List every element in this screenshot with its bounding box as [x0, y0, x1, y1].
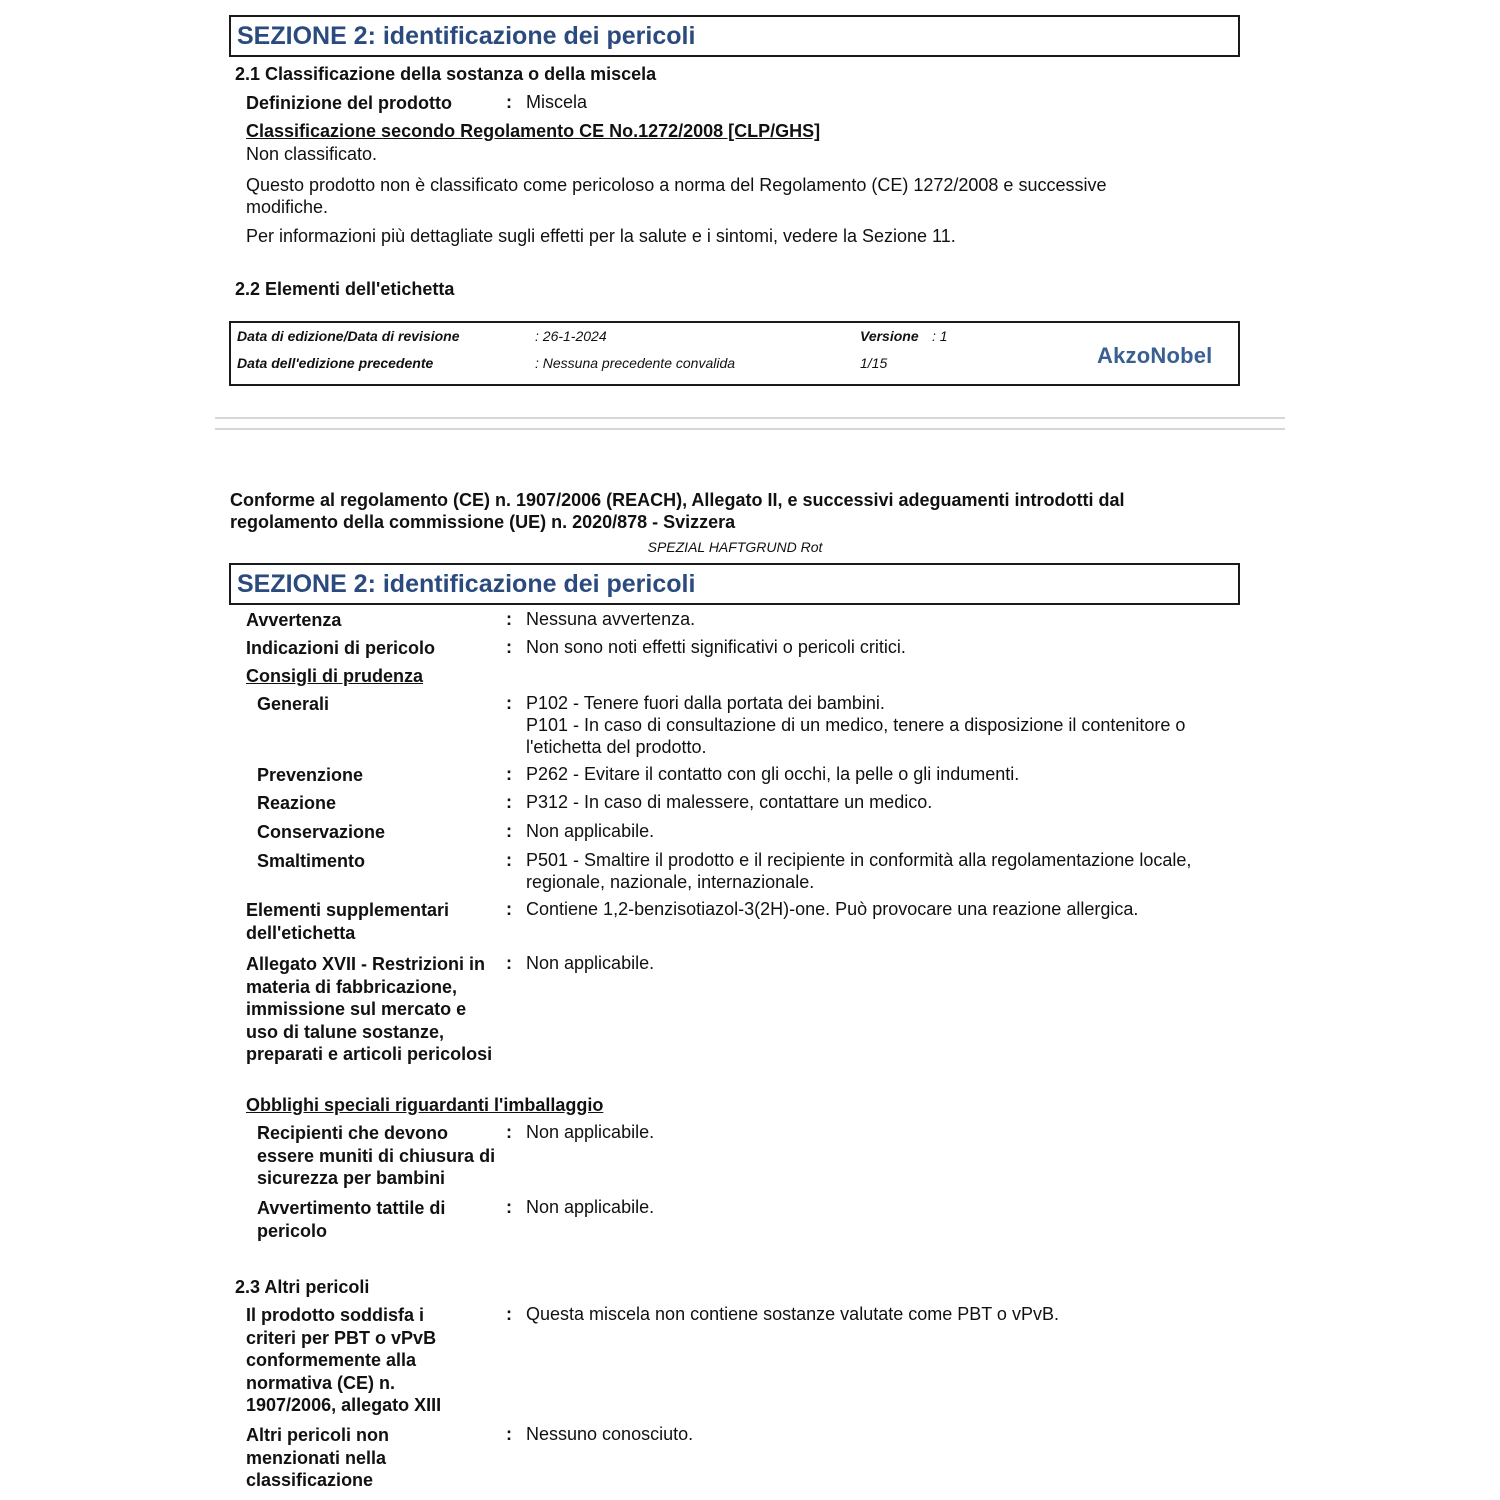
- supplementari-label: Elementi supplementari dell'etichetta: [246, 900, 450, 943]
- avvertenza-value: Nessuna avvertenza.: [526, 609, 696, 629]
- altri-pericoli-value: Nessuno conosciuto.: [526, 1424, 694, 1444]
- definizione-label: Definizione del prodotto: [246, 93, 452, 113]
- colon: :: [506, 637, 512, 657]
- allegato-xvii-value: Non applicabile.: [526, 953, 655, 973]
- allegato-xvii-label: Allegato XVII - Restrizioni in materia di fabbricazione, immissione sul mercato e uso di talune sostanze, preparati e articoli pericolosi: [246, 954, 493, 1064]
- classification-paragraph: Questo prodotto non è classificato come pericoloso a norma del Regolamento (CE) 1272/2008 e successive modifiche.: [246, 175, 1107, 217]
- page-separator: [215, 428, 1285, 430]
- colon: :: [506, 609, 512, 629]
- subsection-2-2-title: 2.2 Elementi dell'etichetta: [235, 279, 455, 299]
- generali-label: Generali: [257, 694, 330, 714]
- regulation-header-line1: Conforme al regolamento (CE) n. 1907/2006 (REACH), Allegato II, e successivi adeguamenti introdotti dal: [230, 490, 1125, 510]
- prevenzione-value: P262 - Evitare il contatto con gli occhi, la pelle o gli indumenti.: [526, 764, 1020, 784]
- conservazione-value: Non applicabile.: [526, 821, 655, 841]
- colon: :: [506, 1197, 512, 1217]
- page-number: 1/15: [860, 355, 888, 371]
- recipienti-value: Non applicabile.: [526, 1122, 655, 1142]
- colon: :: [506, 693, 512, 713]
- definizione-value: Miscela: [526, 92, 588, 112]
- avvertenza-label: Avvertenza: [246, 610, 342, 630]
- pbt-value: Questa miscela non contiene sostanze valutate come PBT o vPvB.: [526, 1304, 1059, 1324]
- indicazioni-label: Indicazioni di pericolo: [246, 638, 436, 658]
- consigli-heading: Consigli di prudenza: [246, 666, 424, 686]
- version-value: : 1: [932, 328, 948, 344]
- recipienti-label: Recipienti che devono essere muniti di chiusura di sicurezza per bambini: [257, 1123, 496, 1188]
- regulation-header-line2: regolamento della commissione (UE) n. 2020/878 - Svizzera: [230, 512, 736, 532]
- altri-pericoli-label: Altri pericoli non menzionati nella classificazione: [246, 1425, 390, 1490]
- previous-edition-value: : Nessuna precedente convalida: [535, 355, 736, 371]
- colon: :: [506, 1424, 512, 1444]
- version-label: Versione: [860, 328, 919, 344]
- colon: :: [506, 821, 512, 841]
- colon: :: [506, 764, 512, 784]
- page-separator: [215, 417, 1285, 419]
- subsection-2-1-title: 2.1 Classificazione della sostanza o della miscela: [235, 64, 657, 84]
- reazione-value: P312 - In caso di malessere, contattare un medico.: [526, 792, 933, 812]
- obblighi-heading: Obblighi speciali riguardanti l'imballaggio: [246, 1095, 604, 1115]
- colon: :: [506, 1122, 512, 1142]
- section-2-header-page2: [229, 563, 1240, 605]
- colon: :: [506, 850, 512, 870]
- pbt-label: Il prodotto soddisfa i criteri per PBT o vPvB conformemente alla normativa (CE) n. 1907/2006, allegato XIII: [246, 1305, 442, 1415]
- conservazione-label: Conservazione: [257, 822, 386, 842]
- subsection-2-3-title: 2.3 Altri pericoli: [235, 1277, 370, 1297]
- tattile-label: Avvertimento tattile di pericolo: [257, 1198, 446, 1241]
- prevenzione-label: Prevenzione: [257, 765, 364, 785]
- health-info-paragraph: Per informazioni più dettagliate sugli effetti per la salute e i sintomi, vedere la Sezione 11.: [246, 226, 956, 246]
- section-title: SEZIONE 2: identificazione dei pericoli: [237, 22, 696, 50]
- smaltimento-label: Smaltimento: [257, 851, 366, 871]
- colon: :: [506, 92, 512, 112]
- section-title: SEZIONE 2: identificazione dei pericoli: [237, 570, 696, 598]
- akzonobel-logo: AkzoNobel: [1097, 343, 1213, 368]
- colon: :: [506, 899, 512, 919]
- previous-edition-label: Data dell'edizione precedente: [237, 355, 434, 371]
- colon: :: [506, 953, 512, 973]
- product-name: SPEZIAL HAFTGRUND Rot: [647, 539, 823, 555]
- page-footer: [229, 321, 1240, 386]
- smaltimento-value: P501 - Smaltire il prodotto e il recipiente in conformità alla regolamentazione locale, regionale, nazionale, internazionale.: [526, 850, 1192, 892]
- edition-date-value: : 26-1-2024: [535, 328, 607, 344]
- non-classificato-text: Non classificato.: [246, 144, 378, 164]
- supplementari-value: Contiene 1,2-benzisotiazol-3(2H)-one. Può provocare una reazione allergica.: [526, 899, 1139, 919]
- generali-value-p101: P101 - In caso di consultazione di un medico, tenere a disposizione il contenitore o l'etichetta del prodotto.: [526, 715, 1186, 757]
- reazione-label: Reazione: [257, 793, 337, 813]
- generali-value-p102: P102 - Tenere fuori dalla portata dei bambini.: [526, 693, 885, 713]
- colon: :: [506, 1304, 512, 1324]
- classification-heading: Classificazione secondo Regolamento CE No.1272/2008 [CLP/GHS]: [246, 121, 821, 141]
- section-2-header-page1: [229, 15, 1240, 57]
- tattile-value: Non applicabile.: [526, 1197, 655, 1217]
- edition-date-label: Data di edizione/Data di revisione: [237, 328, 460, 344]
- indicazioni-value: Non sono noti effetti significativi o pericoli critici.: [526, 637, 906, 657]
- colon: :: [506, 792, 512, 812]
